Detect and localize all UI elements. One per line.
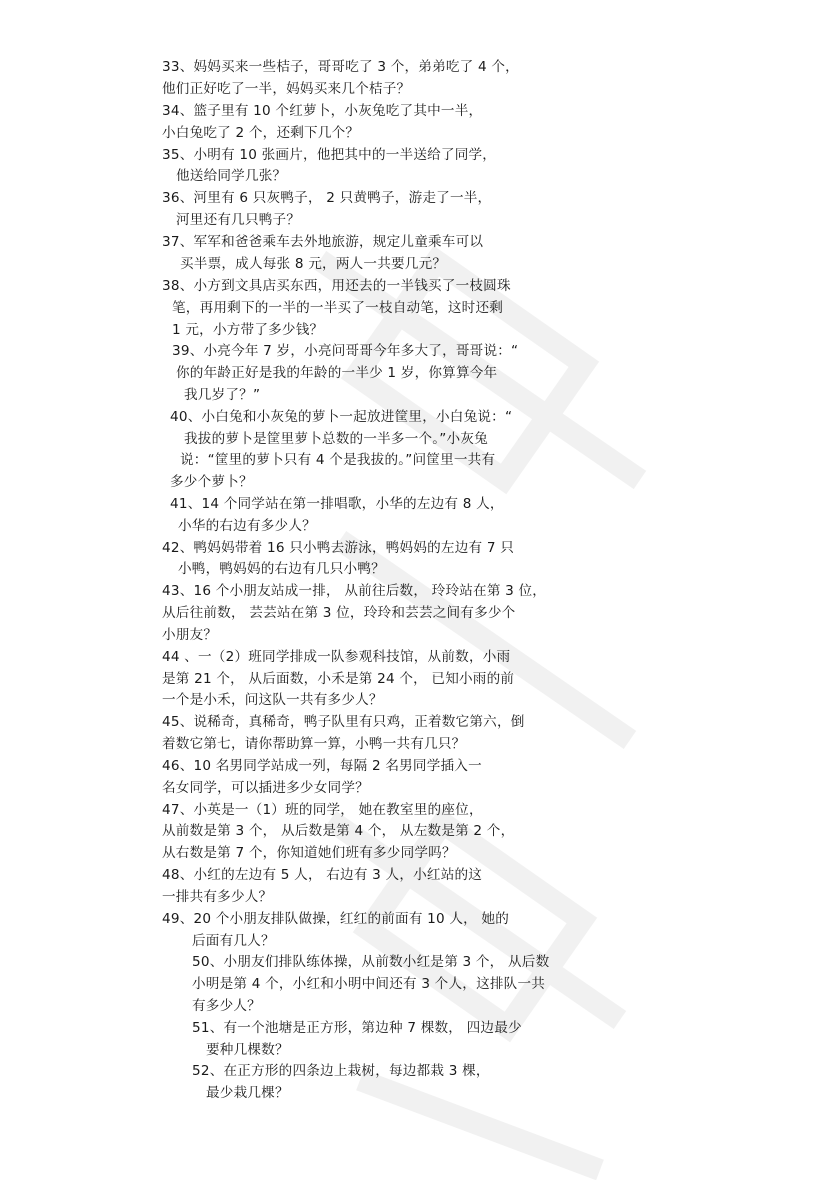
question-52-line-1: 52、在正方形的四条边上栽树，每边都栽 3 棵， [192, 1063, 490, 1079]
question-36-line-1: 36、河里有 6 只灰鸭子， 2 只黄鸭子，游走了一半， [162, 190, 492, 206]
question-39-line-1: 39、小亮今年 7 岁，小亮问哥哥今年多大了，哥哥说：“ [172, 343, 519, 359]
question-51-line-2: 要种几棵数？ [206, 1042, 289, 1058]
question-44-line-2: 是第 21 个， 从后面数，小禾是第 24 个， 已知小雨的前 [162, 671, 515, 687]
question-38-line-3: 1 元，小方带了多少钱？ [172, 322, 324, 338]
question-35-line-1: 35、小明有 10 张画片，他把其中的一半送给了同学， [162, 147, 497, 163]
question-38-line-1: 38、小方到文具店买东西，用还去的一半钱买了一枝圆珠 [162, 278, 511, 294]
question-44-line-1: 44 、一（2）班同学排成一队参观科技馆，从前数，小雨 [162, 649, 511, 665]
question-49-line-2: 后面有几人？ [192, 933, 275, 949]
question-37-line-1: 37、军军和爸爸乘车去外地旅游，规定儿童乘车可以 [162, 234, 484, 250]
question-40-line-2: 我拔的萝卜是筐里萝卜总数的一半多一个。”小灰兔 [184, 431, 488, 447]
question-40-line-4: 多少个萝卜？ [170, 474, 253, 490]
question-46-line-1: 46、10 名男同学站成一列，每隔 2 名男同学插入一 [162, 758, 482, 774]
question-39-line-3: 我几岁了？” [184, 387, 261, 403]
question-40-line-1: 40、小白兔和小灰兔的萝卜一起放进筐里，小白兔说：“ [170, 409, 513, 425]
question-41-line-2: 小华的右边有多少人？ [178, 518, 316, 534]
question-43-line-3: 小朋友？ [162, 627, 218, 643]
question-45-line-1: 45、说稀奇，真稀奇，鸭子队里有只鸡，正着数它第六，倒 [162, 714, 525, 730]
question-44-line-3: 一个是小禾，问这队一共有多少人？ [162, 692, 383, 708]
question-50-line-3: 有多少人？ [192, 998, 261, 1014]
question-50-line-1: 50、小朋友们排队练体操，从前数小红是第 3 个， 从后数 [192, 954, 550, 970]
question-51-line-1: 51、有一个池塘是正方形，第边种 7 棵数， 四边最少 [192, 1020, 522, 1036]
question-47-line-3: 从右数是第 7 个，你知道她们班有多少同学吗？ [162, 845, 456, 861]
question-45-line-2: 着数它第七，请你帮助算一算，小鸭一共有几只？ [162, 736, 466, 752]
question-33-line-1: 33、妈妈买来一些桔子，哥哥吃了 3 个，弟弟吃了 4 个， [162, 59, 519, 75]
question-42-line-2: 小鸭，鸭妈妈的右边有几只小鸭？ [178, 561, 385, 577]
question-37-line-2: 买半票，成人每张 8 元，两人一共要几元？ [180, 256, 447, 272]
question-52-line-2: 最少栽几棵？ [206, 1085, 289, 1101]
question-43-line-2: 从后往前数， 芸芸站在第 3 位，玲玲和芸芸之间有多少个 [162, 605, 516, 621]
question-33-line-2: 他们正好吃了一半，妈妈买来几个桔子？ [162, 81, 411, 97]
question-38-line-2: 笔，再用剩下的一半的一半买了一枝自动笔，这时还剩 [172, 300, 504, 316]
question-40-line-3: 说：“筐里的萝卜只有 4 个是我拔的。”问筐里一共有 [180, 452, 496, 468]
question-50-line-2: 小明是第 4 个，小红和小明中间还有 3 个人，这排队一共 [192, 976, 546, 992]
question-46-line-2: 名女同学，可以插进多少女同学？ [162, 780, 369, 796]
question-48-line-2: 一排共有多少人？ [162, 889, 273, 905]
question-47-line-2: 从前数是第 3 个， 从后数是第 4 个， 从左数是第 2 个， [162, 823, 515, 839]
question-43-line-1: 43、16 个小朋友站成一排， 从前往后数， 玲玲站在第 3 位， [162, 583, 547, 599]
question-49-line-1: 49、20 个小朋友排队做操，红红的前面有 10 人， 她的 [162, 911, 510, 927]
question-42-line-1: 42、鸭妈妈带着 16 只小鸭去游泳，鸭妈妈的左边有 7 只 [162, 540, 514, 556]
question-39-line-2: 你的年龄正好是我的年龄的一半少 1 岁，你算算今年 [176, 365, 498, 381]
question-47-line-1: 47、小英是一（1）班的同学， 她在教室里的座位， [162, 802, 483, 818]
question-34-line-2: 小白兔吃了 2 个，还剩下几个？ [162, 125, 360, 141]
question-48-line-1: 48、小红的左边有 5 人， 右边有 3 人，小红站的这 [162, 867, 483, 883]
question-34-line-1: 34、篮子里有 10 个红萝卜，小灰兔吃了其中一半， [162, 103, 483, 119]
question-41-line-1: 41、14 个同学站在第一排唱歌，小华的左边有 8 人， [170, 496, 504, 512]
question-35-line-2: 他送给同学几张？ [176, 168, 287, 184]
question-36-line-2: 河里还有几只鸭子？ [176, 212, 301, 228]
